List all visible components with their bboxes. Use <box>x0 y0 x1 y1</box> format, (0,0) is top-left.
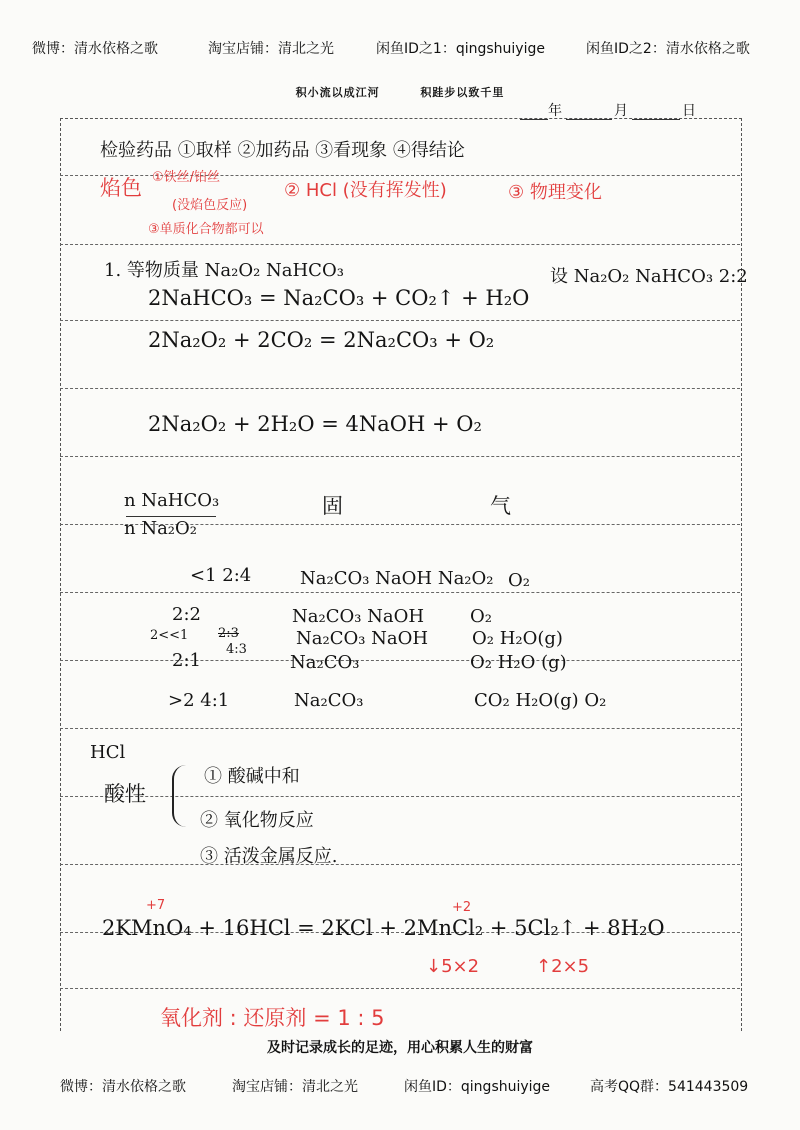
case-1-gas: O₂ <box>508 570 530 591</box>
electron-transfer-2: ↑2×5 <box>536 956 590 977</box>
equation-1: 2NaHCO₃ = Na₂CO₃ + CO₂↑ + H₂O <box>148 286 530 310</box>
footer-xianyu: 闲鱼ID：qingshuiyige <box>404 1079 551 1095</box>
equation-4: 2KMnO₄ + 16HCl = 2KCl + 2MnCl₂ + 5Cl₂↑ + 8H₂O <box>102 916 665 940</box>
column-gas: 气 <box>490 494 511 518</box>
question-1: 1. 等物质量 Na₂O₂ NaHCO₃ <box>104 260 344 281</box>
footer-weibo: 微博：清水依格之歌 <box>60 1079 186 1095</box>
case-3-solid: Na₂CO₃ NaOH <box>296 628 429 649</box>
case-4-ratio-a: 2:1 <box>172 650 201 671</box>
header-weibo: 微博：清水依格之歌 <box>32 41 158 57</box>
equation-2: 2Na₂O₂ + 2CO₂ = 2Na₂CO₃ + O₂ <box>148 328 495 352</box>
equation-3: 2Na₂O₂ + 2H₂O = 4NaOH + O₂ <box>148 412 482 436</box>
column-solid: 固 <box>322 494 343 518</box>
ruled-line <box>60 728 740 729</box>
red-note-physical: ③ 物理变化 <box>508 182 602 203</box>
ruled-line <box>60 592 740 593</box>
acid-item-3: ③ 活泼金属反应. <box>200 846 338 867</box>
hcl-label: HCl <box>90 742 126 763</box>
case-2-solid: Na₂CO₃ NaOH <box>292 606 425 627</box>
case-4-ratio-b: 4:3 <box>226 642 247 657</box>
header-taobao: 淘宝店铺：清北之光 <box>208 41 334 57</box>
ratio-numerator: n NaHCO₃ <box>124 490 220 511</box>
case-5-ratio: >2 4:1 <box>168 690 230 711</box>
ruled-line <box>60 244 740 245</box>
case-4-gas: O₂ H₂O (g) <box>470 652 567 673</box>
ruled-line <box>60 988 740 989</box>
note-line-1: 检验药品 ①取样 ②加药品 ③看现象 ④得结论 <box>100 140 465 161</box>
case-3-ratio-b: 2:3 <box>218 626 239 641</box>
date-day-label: 日 <box>682 103 696 119</box>
footer-qq: 高考QQ群：541443509 <box>590 1079 749 1095</box>
case-5-gas: CO₂ H₂O(g) O₂ <box>474 690 607 711</box>
motto-right: 积跬步以致千里 <box>420 86 505 99</box>
case-2-ratio: 2:2 <box>172 604 201 625</box>
acid-item-1: ① 酸碱中和 <box>204 766 300 787</box>
footer-taobao: 淘宝店铺：清北之光 <box>232 1079 358 1095</box>
case-3-gas: O₂ H₂O(g) <box>472 628 563 649</box>
electron-transfer-1: ↓5×2 <box>426 956 480 977</box>
question-1-assumption: 设 Na₂O₂ NaHCO₃ 2:2 <box>550 266 748 287</box>
case-5-solid: Na₂CO₃ <box>294 690 364 711</box>
ruled-line <box>60 320 740 321</box>
ratio-fraction-bar <box>126 516 216 517</box>
red-note-hcl: ② HCl (没有挥发性) <box>284 180 447 201</box>
footer-motto: 及时记录成长的足迹，用心积累人生的财富 <box>267 1040 533 1056</box>
case-1-solid: Na₂CO₃ NaOH Na₂O₂ <box>300 568 494 589</box>
motto-left: 积小流以成江河 <box>295 86 380 99</box>
brace <box>172 765 188 827</box>
header-bar <box>0 30 800 66</box>
footer-bar <box>0 1072 800 1102</box>
case-2-gas: O₂ <box>470 606 492 627</box>
oxidation-state-mn-7: +7 <box>146 898 166 913</box>
red-note-wire: ①铁丝/铂丝 <box>152 170 221 185</box>
red-note-no-flame: (没焰色反应) <box>172 198 248 213</box>
red-note-flame: 焰色 <box>100 176 142 200</box>
header-xianyu-1: 闲鱼ID之1：qingshuiyige <box>376 41 545 57</box>
red-note-compounds: ③单质化合物都可以 <box>148 222 264 237</box>
header-xianyu-2: 闲鱼ID之2：清水依格之歌 <box>586 41 750 57</box>
page-motto <box>0 84 800 100</box>
ratio-denominator: n Na₂O₂ <box>124 518 197 539</box>
acid-item-2: ② 氧化物反应 <box>200 810 314 831</box>
oxidation-state-mn-2: +2 <box>452 900 472 915</box>
case-4-solid: Na₂CO₃ <box>290 652 360 673</box>
ruled-line <box>60 660 740 661</box>
acidity-label: 酸性 <box>104 782 146 806</box>
case-3-ratio-a: 2<<1 <box>150 628 189 643</box>
ratio-conclusion: 氧化剂 : 还原剂 = 1 : 5 <box>160 1006 385 1030</box>
date-year-label: 年 <box>548 103 562 119</box>
date-month-label: 月 <box>614 103 628 119</box>
ruled-line <box>60 388 740 389</box>
ruled-line <box>60 796 740 797</box>
ruled-line <box>60 864 740 865</box>
case-1-ratio: <1 2:4 <box>190 565 252 586</box>
ruled-line <box>60 456 740 457</box>
